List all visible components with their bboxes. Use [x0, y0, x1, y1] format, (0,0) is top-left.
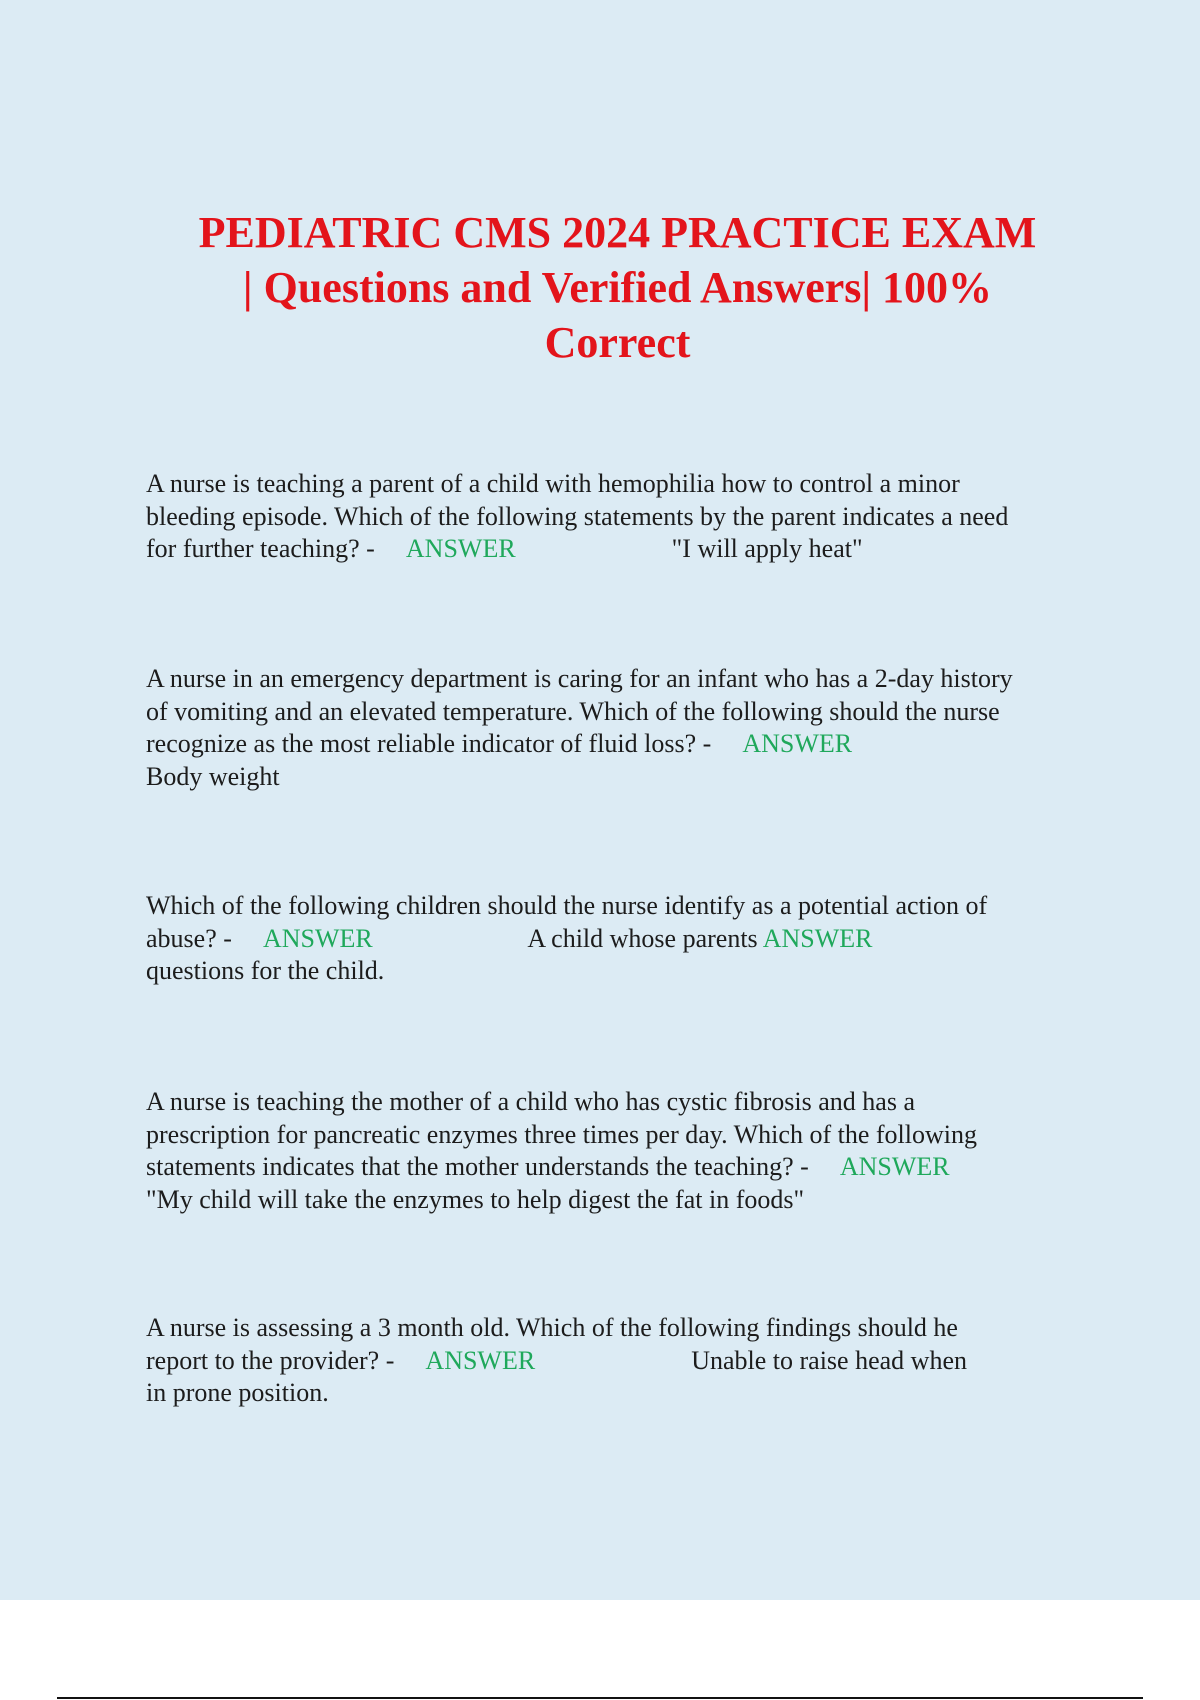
answer-text: A child whose parents	[372, 923, 763, 953]
answer-label: ANSWER	[262, 923, 373, 953]
question-line: A nurse is assessing a 3 month old. Which of the following findings should he	[146, 1313, 958, 1342]
question-text: recognize as the most reliable indicator of fluid loss? -	[146, 729, 743, 758]
question-answer-line	[146, 923, 1096, 956]
answer-text: Body weight	[146, 761, 280, 791]
question-answer-line	[146, 1151, 1096, 1184]
question-line: of vomiting and an elevated temperature. Which of the following should the nurse	[146, 696, 1000, 726]
title-line: Correct	[544, 318, 691, 367]
answer-text: "I will apply heat"	[515, 534, 863, 563]
question-text: report to the provider? -	[146, 1345, 426, 1375]
answer-text: Unable to raise head when	[535, 1345, 967, 1375]
document-title	[120, 205, 1115, 370]
question-line: A nurse is teaching the mother of a child who has cystic fibrosis and has a	[146, 1087, 915, 1116]
question-text: abuse? -	[146, 923, 263, 953]
question-answer-line	[146, 533, 1096, 566]
qa-item	[146, 1086, 1096, 1216]
question-line: prescription for pancreatic enzymes three times per day. Which of the following	[146, 1119, 977, 1149]
answer-label: ANSWER	[742, 729, 853, 758]
question-line: bleeding episode. Which of the following statements by the parent indicates a need	[146, 501, 1009, 531]
question-text: for further teaching? -	[146, 534, 406, 563]
question-line: A nurse in an emergency department is caring for an infant who has a 2-day history	[146, 664, 1013, 693]
question-answer-line	[146, 1345, 1096, 1378]
answer-label: ANSWER	[405, 534, 516, 563]
question-text: statements indicates that the mother understands the teaching? -	[146, 1152, 840, 1181]
qa-item	[146, 468, 1096, 566]
answer-text: "My child will take the enzymes to help digest the fat in foods"	[146, 1184, 805, 1214]
question-line: Which of the following children should the nurse identify as a potential action of	[146, 891, 988, 920]
question-answer-line	[146, 728, 1096, 761]
answer-text: questions for the child.	[146, 956, 385, 985]
footer-divider	[57, 1697, 1143, 1699]
answer-label: ANSWER	[425, 1345, 536, 1375]
qa-item	[146, 1312, 1096, 1410]
title-line: PEDIATRIC CMS 2024 PRACTICE EXAM	[198, 208, 1037, 257]
title-line: | Questions and Verified Answers| 100%	[242, 263, 993, 312]
qa-item	[146, 663, 1096, 793]
answer-text: in prone position.	[146, 1378, 329, 1407]
qa-item	[146, 890, 1096, 988]
answer-label: ANSWER	[839, 1152, 950, 1181]
question-line: A nurse is teaching a parent of a child with hemophilia how to control a minor	[146, 469, 960, 498]
answer-label: ANSWER	[762, 923, 873, 953]
